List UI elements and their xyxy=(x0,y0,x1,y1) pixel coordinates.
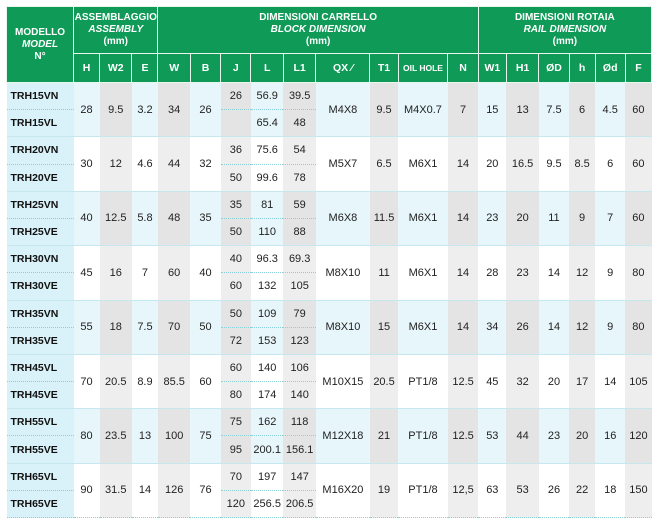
cell-h1: 44 xyxy=(506,409,538,463)
cell-h1: 16.5 xyxy=(506,137,538,191)
cell-j: 26 xyxy=(221,83,251,110)
cell-h: 45 xyxy=(74,246,100,300)
cell-od-small: 9 xyxy=(595,300,625,354)
cell-od: 9.5 xyxy=(539,137,569,191)
cell-t1: 19 xyxy=(370,463,398,517)
cell-b: 35 xyxy=(190,191,220,245)
column-header: F xyxy=(625,54,651,83)
cell-h-small: 6 xyxy=(569,83,595,137)
model-header-en: MODEL xyxy=(21,38,59,50)
cell-w1: 15 xyxy=(478,83,506,137)
cell-e: 13 xyxy=(132,409,158,463)
cell-od-small: 18 xyxy=(595,463,625,517)
column-header: Ød xyxy=(595,54,625,83)
cell-l: 81 xyxy=(251,191,283,218)
cell-w: 70 xyxy=(158,300,190,354)
cell-h1: 13 xyxy=(506,83,538,137)
cell-h-small: 17 xyxy=(569,354,595,408)
cell-e: 8.9 xyxy=(132,354,158,408)
model-cell: TRH25VN xyxy=(7,191,74,218)
cell-od-small: 4.5 xyxy=(595,83,625,137)
cell-j: 72 xyxy=(221,327,251,354)
cell-t1: 21 xyxy=(370,409,398,463)
cell-h: 70 xyxy=(74,354,100,408)
cell-f: 60 xyxy=(625,191,651,245)
cell-j: 70 xyxy=(221,463,251,490)
cell-n: 14 xyxy=(448,246,478,300)
cell-f: 105 xyxy=(625,354,651,408)
cell-l1: 147 xyxy=(283,463,315,490)
cell-l1: 105 xyxy=(283,273,315,300)
cell-l1: 140 xyxy=(283,382,315,409)
cell-h: 40 xyxy=(74,191,100,245)
cell-od: 20 xyxy=(539,354,569,408)
table-row xyxy=(7,300,652,327)
cell-oil-hole: M6X1 xyxy=(398,300,448,354)
cell-w: 85.5 xyxy=(158,354,190,408)
cell-l1: 48 xyxy=(283,110,315,137)
cell-qx: M16X20 xyxy=(316,463,370,517)
column-header: W xyxy=(158,54,190,83)
cell-t1: 11.5 xyxy=(370,191,398,245)
cell-j: 50 xyxy=(221,164,251,191)
cell-w: 126 xyxy=(158,463,190,517)
block-header-en: BLOCK DIMENSION xyxy=(270,24,366,35)
cell-h1: 32 xyxy=(506,354,538,408)
cell-l: 65.4 xyxy=(251,110,283,137)
cell-oil-hole: PT1/8 xyxy=(398,463,448,517)
spec-table-container xyxy=(6,6,652,524)
cell-l: 110 xyxy=(251,218,283,245)
cell-l1: 69.3 xyxy=(283,246,315,273)
cell-l1: 59 xyxy=(283,191,315,218)
column-header: T1 xyxy=(370,54,398,83)
cell-n: 12.5 xyxy=(448,354,478,408)
cell-e: 4.6 xyxy=(132,137,158,191)
cell-l: 153 xyxy=(251,327,283,354)
cell-w2: 12 xyxy=(100,137,132,191)
cell-b: 26 xyxy=(190,83,220,137)
block-header-it: DIMENSIONI CARRELLO xyxy=(259,12,377,23)
cell-h-small: 9 xyxy=(569,191,595,245)
cell-e: 7.5 xyxy=(132,300,158,354)
cell-h1: 23 xyxy=(506,246,538,300)
cell-oil-hole: M4X0.7 xyxy=(398,83,448,137)
cell-od: 7.5 xyxy=(539,83,569,137)
cell-t1: 9.5 xyxy=(370,83,398,137)
cell-h: 28 xyxy=(74,83,100,137)
cell-oil-hole: PT1/8 xyxy=(398,354,448,408)
rail-header-en: RAIL DIMENSION xyxy=(523,24,607,35)
cell-l1: 78 xyxy=(283,164,315,191)
cell-j: 35 xyxy=(221,191,251,218)
cell-qx: M8X10 xyxy=(316,300,370,354)
cell-j: 60 xyxy=(221,273,251,300)
cell-qx: M10X15 xyxy=(316,354,370,408)
cell-n: 7 xyxy=(448,83,478,137)
model-header-no: N° xyxy=(34,50,46,62)
cell-n: 12.5 xyxy=(448,409,478,463)
model-header xyxy=(7,7,74,83)
cell-l: 174 xyxy=(251,382,283,409)
cell-l1: 156.1 xyxy=(283,436,315,463)
column-header: L xyxy=(251,54,283,83)
cell-h1: 20 xyxy=(506,191,538,245)
column-header: ØD xyxy=(539,54,569,83)
cell-qx: M4X8 xyxy=(316,83,370,137)
model-cell: TRH55VE xyxy=(7,436,74,463)
cell-l1: 123 xyxy=(283,327,315,354)
cell-od: 11 xyxy=(539,191,569,245)
cell-l: 99.6 xyxy=(251,164,283,191)
cell-e: 3.2 xyxy=(132,83,158,137)
cell-w2: 23.5 xyxy=(100,409,132,463)
model-cell: TRH35VN xyxy=(7,300,74,327)
cell-qx: M5X7 xyxy=(316,137,370,191)
cell-od-small: 16 xyxy=(595,409,625,463)
cell-b: 75 xyxy=(190,409,220,463)
assembly-header-unit: (mm) xyxy=(103,36,128,47)
cell-w1: 53 xyxy=(478,409,506,463)
cell-e: 14 xyxy=(132,463,158,517)
cell-f: 60 xyxy=(625,137,651,191)
cell-b: 60 xyxy=(190,354,220,408)
cell-l: 140 xyxy=(251,354,283,381)
cell-oil-hole: M6X1 xyxy=(398,246,448,300)
model-cell: TRH65VE xyxy=(7,490,74,517)
cell-l1: 54 xyxy=(283,137,315,164)
cell-l: 256.5 xyxy=(251,490,283,517)
cell-h: 80 xyxy=(74,409,100,463)
column-header: B xyxy=(190,54,220,83)
cell-l: 132 xyxy=(251,273,283,300)
cell-h-small: 22 xyxy=(569,463,595,517)
cell-j: 95 xyxy=(221,436,251,463)
model-cell: TRH15VN xyxy=(7,83,74,110)
cell-j: 40 xyxy=(221,246,251,273)
cell-l: 197 xyxy=(251,463,283,490)
cell-od: 14 xyxy=(539,300,569,354)
model-header-it: MODELLO xyxy=(15,26,66,38)
cell-w: 44 xyxy=(158,137,190,191)
table-row xyxy=(7,246,652,273)
cell-w1: 20 xyxy=(478,137,506,191)
rail-header-unit: (mm) xyxy=(552,36,578,47)
cell-od-small: 14 xyxy=(595,354,625,408)
column-header: h xyxy=(569,54,595,83)
cell-t1: 20.5 xyxy=(370,354,398,408)
model-cell: TRH20VN xyxy=(7,137,74,164)
assembly-header-en: ASSEMBLY xyxy=(88,24,144,35)
cell-oil-hole: PT1/8 xyxy=(398,409,448,463)
model-cell: TRH30VE xyxy=(7,273,74,300)
cell-l: 56.9 xyxy=(251,83,283,110)
cell-w: 60 xyxy=(158,246,190,300)
cell-l: 75.6 xyxy=(251,137,283,164)
model-cell: TRH35VE xyxy=(7,327,74,354)
cell-h-small: 12 xyxy=(569,300,595,354)
cell-od-small: 9 xyxy=(595,246,625,300)
rail-header xyxy=(478,7,651,54)
cell-n: 14 xyxy=(448,300,478,354)
cell-h-small: 8.5 xyxy=(569,137,595,191)
cell-h-small: 12 xyxy=(569,246,595,300)
cell-oil-hole: M6X1 xyxy=(398,137,448,191)
cell-od: 26 xyxy=(539,463,569,517)
model-cell: TRH25VE xyxy=(7,218,74,245)
cell-w: 48 xyxy=(158,191,190,245)
cell-t1: 11 xyxy=(370,246,398,300)
cell-l1: 88 xyxy=(283,218,315,245)
cell-j: 60 xyxy=(221,354,251,381)
assembly-header xyxy=(74,7,158,54)
column-header: N xyxy=(448,54,478,83)
cell-w1: 63 xyxy=(478,463,506,517)
cell-w1: 28 xyxy=(478,246,506,300)
cell-e: 5.8 xyxy=(132,191,158,245)
model-cell: TRH55VL xyxy=(7,409,74,436)
dimension-table xyxy=(6,6,652,518)
cell-j: 120 xyxy=(221,490,251,517)
cell-od-small: 6 xyxy=(595,137,625,191)
model-cell: TRH45VL xyxy=(7,354,74,381)
cell-od: 14 xyxy=(539,246,569,300)
cell-w2: 9.5 xyxy=(100,83,132,137)
model-cell: TRH20VE xyxy=(7,164,74,191)
cell-j: 75 xyxy=(221,409,251,436)
cell-j xyxy=(221,110,251,137)
cell-qx: M6X8 xyxy=(316,191,370,245)
cell-w2: 31.5 xyxy=(100,463,132,517)
cell-j: 80 xyxy=(221,382,251,409)
cell-qx: M8X10 xyxy=(316,246,370,300)
cell-f: 120 xyxy=(625,409,651,463)
cell-f: 80 xyxy=(625,300,651,354)
cell-t1: 6.5 xyxy=(370,137,398,191)
cell-oil-hole: M6X1 xyxy=(398,191,448,245)
cell-l1: 118 xyxy=(283,409,315,436)
cell-l1: 39.5 xyxy=(283,83,315,110)
cell-w1: 34 xyxy=(478,300,506,354)
cell-h: 55 xyxy=(74,300,100,354)
cell-l: 109 xyxy=(251,300,283,327)
table-row xyxy=(7,83,652,110)
column-header: W1 xyxy=(478,54,506,83)
cell-b: 76 xyxy=(190,463,220,517)
cell-f: 150 xyxy=(625,463,651,517)
cell-e: 7 xyxy=(132,246,158,300)
cell-f: 80 xyxy=(625,246,651,300)
block-header-unit: (mm) xyxy=(305,36,331,47)
column-header: QX ⁄ xyxy=(316,54,370,83)
cell-b: 32 xyxy=(190,137,220,191)
cell-l1: 106 xyxy=(283,354,315,381)
table-row xyxy=(7,137,652,164)
model-cell: TRH65VL xyxy=(7,463,74,490)
column-header: H xyxy=(74,54,100,83)
model-cell: TRH30VN xyxy=(7,246,74,273)
cell-l1: 79 xyxy=(283,300,315,327)
cell-w: 100 xyxy=(158,409,190,463)
table-row xyxy=(7,463,652,490)
cell-w2: 12.5 xyxy=(100,191,132,245)
cell-l: 200.1 xyxy=(251,436,283,463)
cell-h1: 26 xyxy=(506,300,538,354)
column-header: H1 xyxy=(506,54,538,83)
cell-t1: 15 xyxy=(370,300,398,354)
table-row xyxy=(7,354,652,381)
cell-w1: 45 xyxy=(478,354,506,408)
rail-header-it: DIMENSIONI ROTAIA xyxy=(514,12,615,23)
table-row xyxy=(7,409,652,436)
cell-w1: 23 xyxy=(478,191,506,245)
cell-w2: 16 xyxy=(100,246,132,300)
column-header: E xyxy=(132,54,158,83)
assembly-header-it: ASSEMBLAGGIO xyxy=(74,12,157,23)
cell-qx: M12X18 xyxy=(316,409,370,463)
cell-j: 50 xyxy=(221,218,251,245)
cell-n: 14 xyxy=(448,137,478,191)
cell-j: 50 xyxy=(221,300,251,327)
cell-w2: 18 xyxy=(100,300,132,354)
column-header: J xyxy=(221,54,251,83)
cell-w2: 20.5 xyxy=(100,354,132,408)
column-header: W2 xyxy=(100,54,132,83)
cell-l: 96.3 xyxy=(251,246,283,273)
cell-f: 60 xyxy=(625,83,651,137)
cell-od-small: 7 xyxy=(595,191,625,245)
table-row xyxy=(7,191,652,218)
cell-n: 14 xyxy=(448,191,478,245)
cell-l: 162 xyxy=(251,409,283,436)
block-header xyxy=(158,7,478,54)
cell-w: 34 xyxy=(158,83,190,137)
cell-h: 90 xyxy=(74,463,100,517)
cell-j: 36 xyxy=(221,137,251,164)
model-cell: TRH15VL xyxy=(7,110,74,137)
cell-h-small: 20 xyxy=(569,409,595,463)
cell-b: 50 xyxy=(190,300,220,354)
cell-b: 40 xyxy=(190,246,220,300)
cell-l1: 206.5 xyxy=(283,490,315,517)
cell-od: 23 xyxy=(539,409,569,463)
model-cell: TRH45VE xyxy=(7,382,74,409)
column-header: OIL HOLE xyxy=(398,54,448,83)
cell-n: 12,5 xyxy=(448,463,478,517)
column-header: L1 xyxy=(283,54,315,83)
cell-h: 30 xyxy=(74,137,100,191)
cell-h1: 53 xyxy=(506,463,538,517)
